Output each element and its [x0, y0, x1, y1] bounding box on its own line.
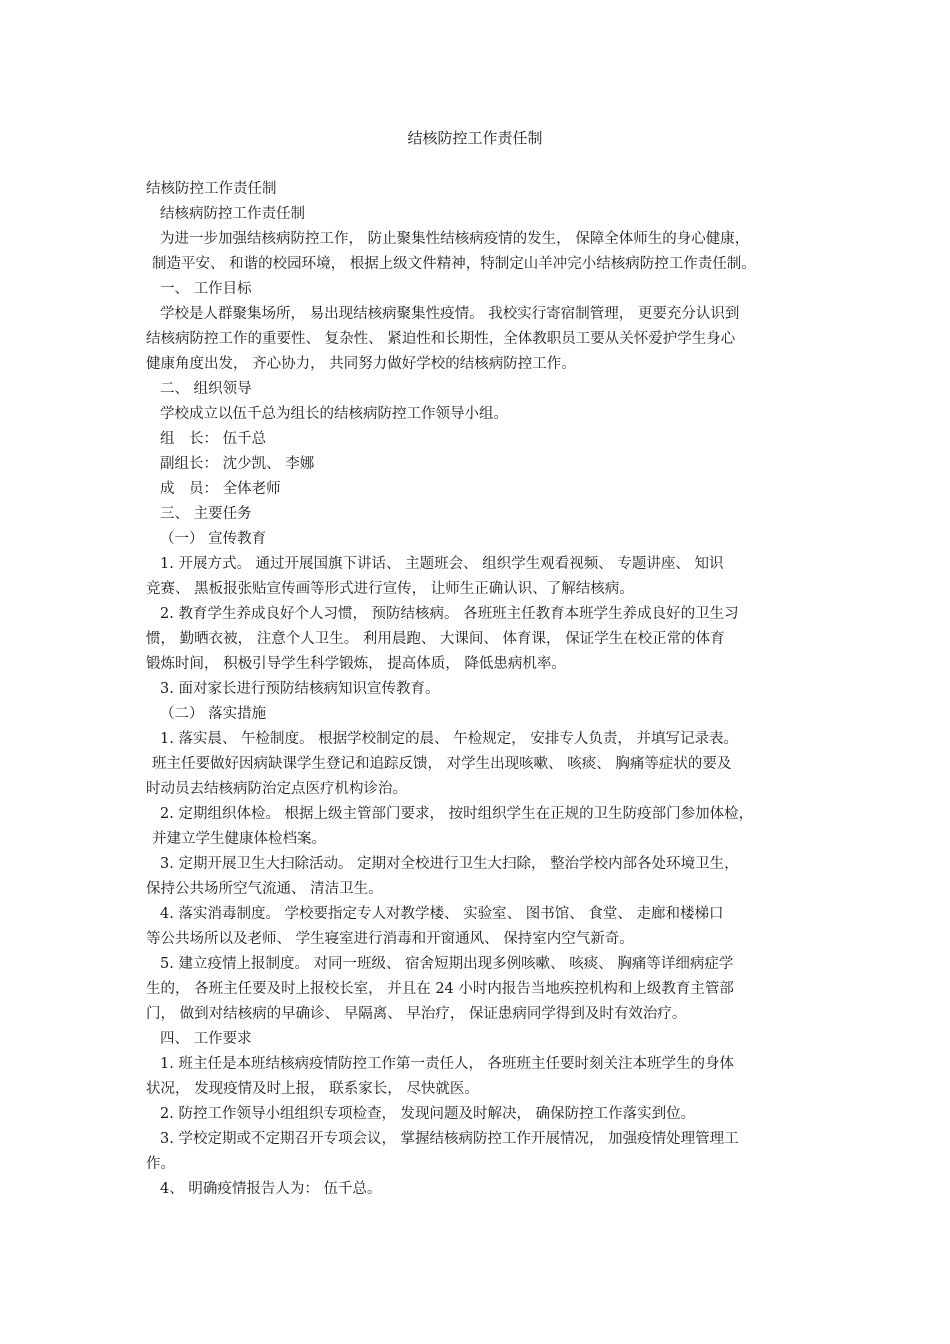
document-line: 1. 落实晨、 午检制度。 根据学校制定的晨、 午检规定， 安排专人负责， 并填写记录表。	[160, 731, 738, 747]
document-line: 4、 明确疫情报告人为： 伍千总。	[160, 1181, 382, 1197]
document-line: 班主任要做好因病缺课学生登记和追踪反馈， 对学生出现咳嗽、 咳痰、 胸痛等症状的要及	[152, 756, 732, 772]
document-line: 5. 建立疫情上报制度。 对同一班级、 宿舍短期出现多例咳嗽、 咳痰、 胸痛等详细病症学	[160, 956, 734, 972]
document-line: （一） 宣传教育	[160, 531, 267, 547]
document-body	[146, 177, 816, 1202]
document-line: （二） 落实措施	[160, 706, 267, 722]
document-line: 3. 定期开展卫生大扫除活动。 定期对全校进行卫生大扫除， 整治学校内部各处环境卫生，	[160, 856, 739, 872]
document-line: 保持公共场所空气流通、 清洁卫生。	[146, 881, 383, 897]
document-line: 4. 落实消毒制度。 学校要指定专人对教学楼、 实验室、 图书馆、 食堂、 走廊和楼梯口	[160, 906, 724, 922]
document-line: 制造平安、 和谐的校园环境， 根据上级文件精神，特制定山羊冲完小结核病防控工作责任制。	[152, 256, 756, 272]
document-line: 1. 班主任是本班结核病疫情防控工作第一责任人， 各班班主任要时刻关注本班学生的身体	[160, 1056, 735, 1072]
document-line: 生的， 各班主任要及时上报校长室， 并且在 24 小时内报告当地疾控机构和上级教育主管部	[146, 981, 734, 997]
document-line: 2. 教育学生养成良好个人习惯， 预防结核病。 各班班主任教育本班学生养成良好的卫生习	[160, 606, 739, 622]
document-line: 3. 面对家长进行预防结核病知识宣传教育。	[160, 681, 440, 697]
document-line: 结核病防控工作的重要性、 复杂性、 紧迫性和长期性，全体教职员工要从关怀爱护学生身心	[146, 331, 736, 347]
document-line: 三、 主要任务	[160, 506, 252, 522]
document-line: 时动员去结核病防治定点医疗机构诊治。	[146, 781, 407, 797]
document-line: 二、 组织领导	[160, 381, 252, 397]
document-line: 副组长： 沈少凯、 李娜	[160, 456, 315, 472]
document-line: 四、 工作要求	[160, 1031, 252, 1047]
document-line: 结核病防控工作责任制	[160, 206, 305, 222]
document-line: 结核防控工作责任制	[146, 181, 277, 197]
document-line: 惯， 勤晒衣被， 注意个人卫生。 利用晨跑、 大课间、 体育课， 保证学生在校正常的体育	[146, 631, 725, 647]
document-line: 组 长： 伍千总	[160, 431, 267, 447]
document-line: 学校是人群聚集场所， 易出现结核病聚集性疫情。 我校实行寄宿制管理， 更要充分认识到	[160, 306, 740, 322]
document-line: 2. 防控工作领导小组组织专项检查， 发现问题及时解决， 确保防控工作落实到位。	[160, 1106, 696, 1122]
document-line: 状况， 发现疫情及时上报， 联系家长， 尽快就医。	[146, 1081, 479, 1097]
document-line: 学校成立以伍千总为组长的结核病防控工作领导小组。	[160, 406, 508, 422]
document-line: 1. 开展方式。 通过开展国旗下讲话、 主题班会、 组织学生观看视频、 专题讲座、 知识	[160, 556, 724, 572]
document-line: 健康角度出发， 齐心协力， 共同努力做好学校的结核病防控工作。	[146, 356, 576, 372]
document-line: 锻炼时间， 积极引导学生科学锻炼， 提高体质， 降低患病机率。	[146, 656, 566, 672]
document-line: 并建立学生健康体检档案。	[152, 831, 326, 847]
document-line: 等公共场所以及老师、 学生寝室进行消毒和开窗通风、 保持室内空气新奇。	[146, 931, 634, 947]
document-line: 一、 工作目标	[160, 281, 252, 297]
document-line: 门， 做到对结核病的早确诊、 早隔离、 早治疗， 保证患病同学得到及时有效治疗。	[146, 1006, 687, 1022]
page-title: 结核防控工作责任制	[407, 129, 543, 147]
document-line: 2. 定期组织体检。 根据上级主管部门要求， 按时组织学生在正规的卫生防疫部门参加体检，	[160, 806, 754, 822]
document-line: 竞赛、 黑板报张贴宣传画等形式进行宣传， 让师生正确认识、了解结核病。	[146, 581, 634, 597]
document-line: 作。	[146, 1156, 175, 1172]
document-line: 成 员： 全体老师	[160, 481, 281, 497]
document-line: 为进一步加强结核病防控工作， 防止聚集性结核病疫情的发生， 保障全体师生的身心健康，	[160, 231, 750, 247]
document-line: 3. 学校定期或不定期召开专项会议， 掌握结核病防控工作开展情况， 加强疫情处理管理工	[160, 1131, 739, 1147]
